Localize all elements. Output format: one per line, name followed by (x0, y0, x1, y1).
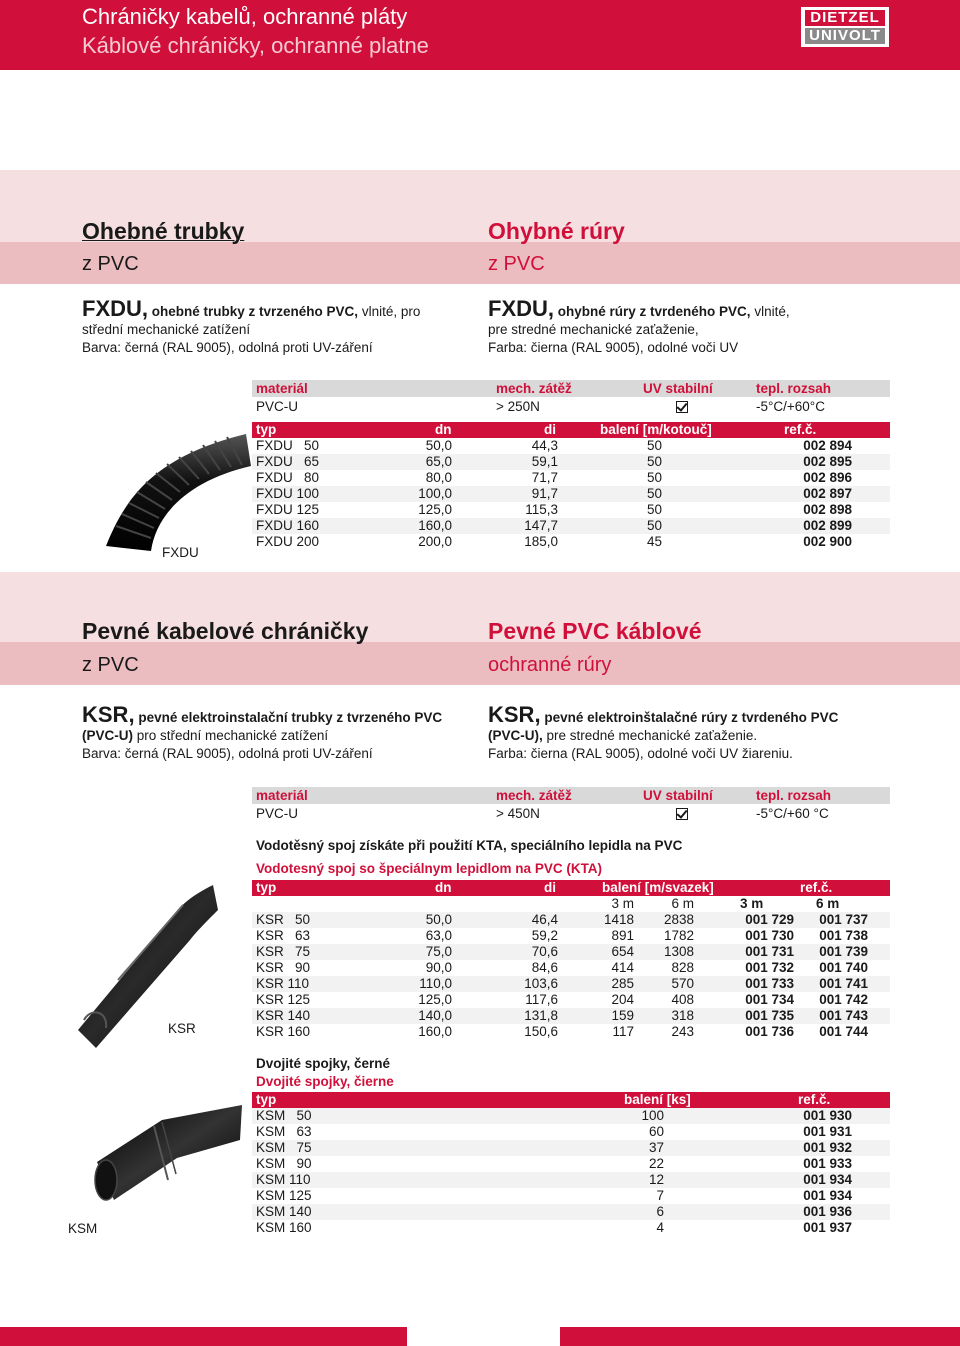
cell-pack-3m: 1418 (603, 912, 634, 927)
spec-value-row (252, 397, 890, 417)
ksr-description-cz (82, 702, 482, 763)
fxdu-title-cz: Ohebné trubky (82, 218, 245, 244)
table-row (252, 470, 890, 486)
ksr-product-table (252, 880, 890, 1040)
cell-di: 84,6 (531, 960, 558, 975)
spec-mech: > 250N (496, 399, 540, 414)
section-band-mid (0, 242, 960, 284)
spec-header-row (252, 787, 890, 804)
desc-lead: pevné elektroinštalačné rúry z tvrdeného PVC (544, 710, 839, 725)
uv-checkbox-icon (676, 808, 688, 820)
table-row (252, 1188, 890, 1204)
spec-temp: -5°C/+60 °C (756, 806, 829, 821)
col-pack: balení [ks] (624, 1092, 691, 1107)
ksr-subtitle-sk: ochranné rúry (488, 654, 612, 676)
cell-dn: 80,0 (425, 470, 452, 485)
desc-lead: ohybné rúry z tvrdeného PVC, (557, 304, 751, 319)
desc-line-2-bold: (PVC-U), (488, 728, 543, 743)
table-row (252, 928, 890, 944)
cell-di: 59,2 (531, 928, 558, 943)
table-row (252, 518, 890, 534)
cell-typ: KSR 160 (256, 1024, 311, 1039)
spec-value-row (252, 804, 890, 824)
cell-ref: 002 898 (803, 502, 852, 517)
desc-lead: ohebné trubky z tvrzeného PVC, (151, 304, 359, 319)
ksm-double-coupling-image (92, 1100, 242, 1210)
cell-pack-6m: 1782 (663, 928, 694, 943)
cell-di: 117,6 (525, 992, 558, 1007)
ksm-title-cz: Dvojité spojky, černé (256, 1056, 391, 1071)
cell-pack-6m: 2838 (663, 912, 694, 927)
section-band-mid (0, 642, 960, 685)
cell-ref: 002 894 (803, 438, 852, 453)
cell-di: 131,8 (524, 1008, 558, 1023)
uv-checkbox-icon (676, 401, 688, 413)
cell-ref-6m: 001 740 (819, 960, 868, 975)
cell-ref: 002 895 (803, 454, 852, 469)
cell-ref-6m: 001 744 (819, 1024, 868, 1039)
cell-dn: 100,0 (418, 486, 452, 501)
ksm-image-label: KSM (68, 1221, 98, 1236)
product-code: FXDU, (82, 296, 148, 321)
cell-ref: 002 896 (803, 470, 852, 485)
cell-dn: 125,0 (418, 502, 452, 517)
product-code: KSR, (488, 702, 541, 727)
header-title-cz: Chráničky kabelů, ochranné pláty (82, 4, 408, 29)
table-row (252, 438, 890, 454)
logo-line-2: UNIVOLT (805, 28, 885, 44)
cell-pack-6m: 243 (671, 1024, 694, 1039)
table-header-row (252, 880, 890, 896)
footer-bar-right (560, 1327, 960, 1346)
cell-pack-3m: 654 (611, 944, 634, 959)
desc-line-2-rest: pro střední mechanické zatížení (133, 728, 329, 743)
cell-dn: 200,0 (418, 534, 452, 549)
cell-ref-6m: 001 737 (819, 912, 868, 927)
cell-di: 44,3 (531, 438, 558, 453)
cell-typ: FXDU 65 (256, 454, 320, 469)
col-sub-ref3: 3 m (740, 896, 764, 911)
cell-typ: KSM 110 (256, 1172, 311, 1187)
cell-di: 150,6 (524, 1024, 558, 1039)
cell-ref-3m: 001 734 (745, 992, 794, 1007)
cell-ref: 001 930 (803, 1108, 852, 1123)
col-di: di (544, 880, 556, 895)
ksm-product-table (252, 1092, 890, 1236)
table-row (252, 1156, 890, 1172)
cell-pack: 50 (646, 438, 662, 453)
cell-pack-6m: 570 (671, 976, 694, 991)
cell-dn: 65,0 (425, 454, 452, 469)
spec-material: PVC-U (256, 399, 299, 414)
cell-pack-6m: 408 (671, 992, 694, 1007)
cell-typ: KSR 125 (256, 992, 311, 1007)
desc-rest: vlnité, (750, 304, 790, 319)
cell-di: 71,7 (531, 470, 558, 485)
cell-typ: FXDU 160 (256, 518, 320, 533)
desc-line-2: střední mechanické zatížení (82, 322, 251, 337)
col-typ: typ (256, 1092, 277, 1107)
cell-pack: 4 (656, 1220, 664, 1235)
footer-bar-left (0, 1327, 407, 1346)
table-row (252, 960, 890, 976)
cell-typ: KSM 125 (256, 1188, 312, 1203)
ksr-spec-table (252, 787, 890, 824)
cell-dn: 110,0 (419, 976, 452, 991)
col-sub-6m: 6 m (671, 896, 694, 911)
table-row (252, 1140, 890, 1156)
ksr-title-cz: Pevné kabelové chráničky (82, 618, 369, 644)
table-row (252, 976, 890, 992)
table-row (252, 912, 890, 928)
cell-pack-6m: 318 (671, 1008, 694, 1023)
cell-ref: 002 897 (803, 486, 852, 501)
col-dn: dn (435, 422, 452, 437)
cell-typ: KSR 75 (256, 944, 311, 959)
table-row (252, 1008, 890, 1024)
cell-ref-3m: 001 733 (745, 976, 794, 991)
fxdu-subtitle-cz: z PVC (82, 253, 139, 275)
cell-ref-3m: 001 729 (745, 912, 794, 927)
cell-di: 70,6 (531, 944, 558, 959)
spec-header-mech: mech. zátěž (496, 788, 572, 803)
cell-di: 147,7 (524, 518, 558, 533)
cell-di: 59,1 (531, 454, 558, 469)
ksr-description-sk (488, 702, 908, 763)
cell-ref: 001 934 (803, 1188, 852, 1203)
cell-ref-3m: 001 735 (745, 1008, 794, 1023)
cell-pack: 100 (641, 1108, 664, 1123)
table-row (252, 1108, 890, 1124)
cell-ref-6m: 001 738 (819, 928, 868, 943)
cell-di: 103,6 (524, 976, 558, 991)
col-pack: balení [m/kotouč] (600, 422, 712, 437)
cell-di: 185,0 (524, 534, 558, 549)
cell-di: 115,3 (525, 502, 558, 517)
cell-ref: 001 937 (803, 1220, 852, 1235)
cell-pack: 50 (646, 470, 662, 485)
fxdu-spec-table (252, 380, 890, 417)
table-row (252, 1172, 890, 1188)
ksr-image-label: KSR (168, 1021, 196, 1036)
col-sub-ref6: 6 m (816, 896, 840, 911)
spec-header-temp: tepl. rozsah (756, 788, 832, 803)
cell-pack: 50 (646, 454, 662, 469)
cell-ref: 002 900 (803, 534, 852, 549)
cell-dn: 160,0 (418, 518, 452, 533)
cell-di: 91,7 (531, 486, 558, 501)
col-pack: balení [m/svazek] (602, 880, 714, 895)
fxdu-corrugated-pipe-image (96, 426, 256, 556)
spec-temp: -5°C/+60°C (756, 399, 825, 414)
table-row (252, 1220, 890, 1236)
col-ref: ref.č. (800, 880, 833, 895)
cell-pack: 50 (646, 486, 662, 501)
cell-pack: 45 (646, 534, 662, 549)
cell-pack: 22 (648, 1156, 664, 1171)
ksr-title-sk: Pevné PVC káblové (488, 618, 702, 644)
cell-ref: 001 931 (803, 1124, 852, 1139)
cell-pack-3m: 414 (611, 960, 634, 975)
cell-pack-6m: 1308 (663, 944, 694, 959)
cell-ref-3m: 001 732 (745, 960, 794, 975)
cell-typ: KSR 50 (256, 912, 311, 927)
cell-pack: 50 (646, 518, 662, 533)
ksr-subtitle-cz: z PVC (82, 654, 139, 676)
cell-pack-3m: 285 (611, 976, 634, 991)
col-typ: typ (256, 422, 277, 437)
desc-line-3: Farba: čierna (RAL 9005), odolné voči UV (488, 340, 739, 355)
table-row (252, 944, 890, 960)
desc-lead: pevné elektroinstalační trubky z tvrzeného PVC (138, 710, 443, 725)
desc-line-2-rest: pre stredné mechanické zaťaženie. (542, 728, 758, 743)
cell-typ: KSM 90 (256, 1156, 312, 1171)
spec-material: PVC-U (256, 806, 299, 821)
cell-typ: FXDU 200 (256, 534, 320, 549)
table-row (252, 486, 890, 502)
desc-line-2-bold: (PVC-U) (82, 728, 133, 743)
cell-dn: 90,0 (425, 960, 452, 975)
ksr-note-sk: Vodotesný spoj so špeciálnym lepidlom na PVC (KTA) (256, 861, 603, 876)
fxdu-product-table (252, 422, 890, 550)
dietzel-univolt-logo (801, 7, 889, 47)
cell-typ: KSR 140 (256, 1008, 311, 1023)
cell-dn: 160,0 (418, 1024, 452, 1039)
col-sub-3m: 3 m (611, 896, 634, 911)
desc-rest: vlnité, pro (358, 304, 421, 319)
table-row (252, 1204, 890, 1220)
cell-typ: KSM 75 (256, 1140, 312, 1155)
cell-pack-3m: 159 (611, 1008, 634, 1023)
cell-pack-6m: 828 (671, 960, 694, 975)
table-row (252, 454, 890, 470)
cell-ref-6m: 001 743 (819, 1008, 868, 1023)
desc-line-3: Farba: čierna (RAL 9005), odolné voči UV žiareniu. (488, 746, 793, 761)
cell-pack-3m: 204 (611, 992, 634, 1007)
spec-header-material: materiál (256, 381, 308, 396)
spec-header-mech: mech. zátěž (496, 381, 572, 396)
page-header (0, 0, 960, 70)
cell-dn: 75,0 (425, 944, 452, 959)
ksm-title-sk: Dvojité spojky, čierne (256, 1074, 394, 1089)
col-ref: ref.č. (784, 422, 817, 437)
spec-mech: > 450N (496, 806, 540, 821)
ksr-rigid-pipe-image (78, 880, 218, 1050)
cell-typ: KSM 63 (256, 1124, 312, 1139)
fxdu-image-label: FXDU (162, 545, 199, 560)
ksr-note-cz: Vodotěsný spoj získáte při použití KTA, speciálního lepidla na PVC (256, 838, 683, 853)
cell-ref: 001 933 (803, 1156, 852, 1171)
cell-dn: 50,0 (425, 912, 452, 927)
product-code: KSR, (82, 702, 135, 727)
spec-header-uv: UV stabilní (643, 381, 713, 396)
desc-line-2: pre stredné mechanické zaťaženie, (488, 322, 699, 337)
col-dn: dn (435, 880, 452, 895)
desc-line-3: Barva: černá (RAL 9005), odolná proti UV-záření (82, 340, 373, 355)
cell-dn: 63,0 (425, 928, 452, 943)
cell-typ: FXDU 50 (256, 438, 320, 453)
cell-typ: FXDU 125 (256, 502, 320, 517)
header-title-sk: Káblové chráničky, ochranné platne (82, 33, 429, 58)
cell-typ: FXDU 80 (256, 470, 320, 485)
table-row (252, 534, 890, 550)
cell-pack-3m: 891 (611, 928, 634, 943)
col-ref: ref.č. (798, 1092, 831, 1107)
cell-ref: 001 936 (803, 1204, 852, 1219)
cell-pack: 50 (646, 502, 662, 517)
cell-pack: 12 (648, 1172, 664, 1187)
logo-line-1: DIETZEL (805, 10, 885, 26)
cell-typ: KSM 50 (256, 1108, 312, 1123)
spec-header-material: materiál (256, 788, 308, 803)
cell-ref-6m: 001 742 (819, 992, 868, 1007)
product-code: FXDU, (488, 296, 554, 321)
cell-di: 46,4 (531, 912, 558, 927)
spec-header-uv: UV stabilní (643, 788, 713, 803)
cell-dn: 140,0 (418, 1008, 452, 1023)
col-di: di (544, 422, 556, 437)
cell-dn: 50,0 (425, 438, 452, 453)
table-header-row (252, 1092, 890, 1108)
fxdu-subtitle-sk: z PVC (488, 253, 545, 275)
table-row (252, 502, 890, 518)
table-header-row (252, 422, 890, 438)
col-typ: typ (256, 880, 277, 895)
fxdu-description-sk (488, 296, 908, 357)
cell-typ: KSR 110 (256, 976, 310, 991)
cell-ref: 002 899 (803, 518, 852, 533)
spec-header-row (252, 380, 890, 397)
table-subheader-row (252, 896, 890, 912)
cell-typ: KSR 63 (256, 928, 311, 943)
cell-typ: KSM 140 (256, 1204, 312, 1219)
cell-ref-3m: 001 736 (745, 1024, 794, 1039)
table-row (252, 992, 890, 1008)
fxdu-description-cz (82, 296, 472, 357)
table-row (252, 1124, 890, 1140)
cell-pack-3m: 117 (612, 1024, 634, 1039)
cell-typ: KSR 90 (256, 960, 311, 975)
cell-ref-3m: 001 730 (745, 928, 794, 943)
cell-pack: 60 (648, 1124, 664, 1139)
cell-typ: FXDU 100 (256, 486, 320, 501)
cell-ref-6m: 001 741 (819, 976, 868, 991)
cell-pack: 37 (648, 1140, 664, 1155)
cell-typ: KSM 160 (256, 1220, 312, 1235)
cell-ref: 001 932 (803, 1140, 852, 1155)
cell-pack: 6 (656, 1204, 664, 1219)
cell-dn: 125,0 (418, 992, 452, 1007)
fxdu-title-sk: Ohybné rúry (488, 218, 625, 244)
cell-ref-3m: 001 731 (745, 944, 794, 959)
desc-line-3: Barva: černá (RAL 9005), odolná proti UV-záření (82, 746, 373, 761)
cell-pack: 7 (656, 1188, 664, 1203)
table-row (252, 1024, 890, 1040)
cell-ref-6m: 001 739 (819, 944, 868, 959)
spec-header-temp: tepl. rozsah (756, 381, 832, 396)
cell-ref: 001 934 (803, 1172, 852, 1187)
